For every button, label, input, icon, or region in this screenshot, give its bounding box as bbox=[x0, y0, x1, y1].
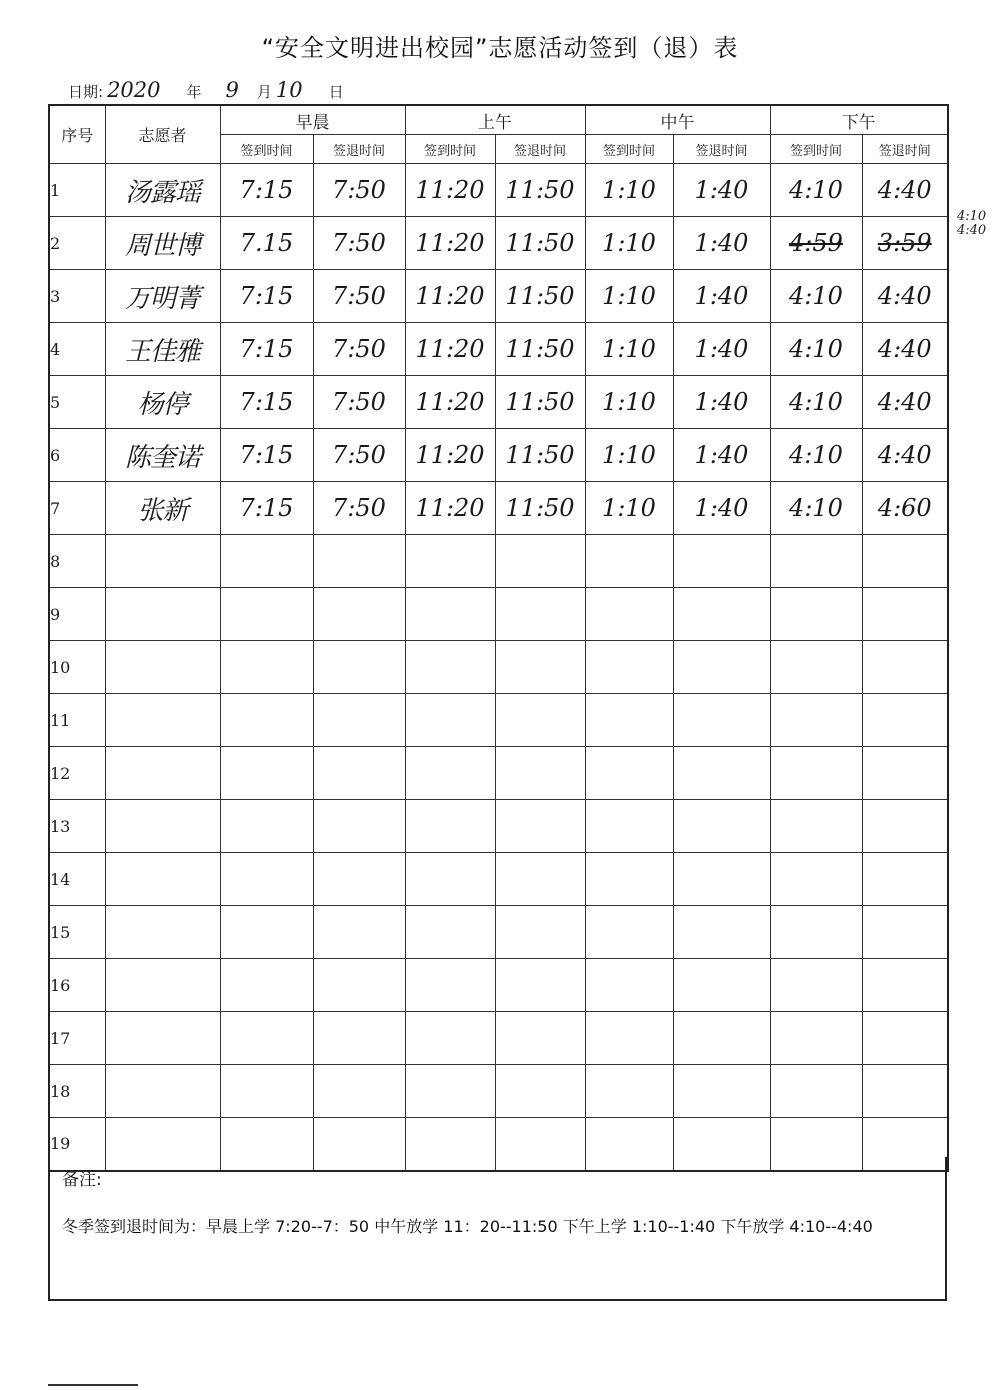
sign-in-time bbox=[220, 641, 313, 694]
time-value: 11:20 bbox=[415, 388, 485, 416]
table-row bbox=[49, 535, 948, 588]
sign-in-time bbox=[585, 217, 673, 270]
sign-out-time bbox=[673, 906, 770, 959]
row-seq: 17 bbox=[49, 1012, 105, 1065]
row-seq: 16 bbox=[49, 959, 105, 1012]
volunteer-name bbox=[105, 959, 220, 1012]
date-label: 日期: bbox=[68, 83, 104, 101]
sign-out-time bbox=[862, 270, 948, 323]
volunteer-name: 王佳雅 bbox=[105, 323, 220, 376]
volunteer-name: 万明菁 bbox=[105, 270, 220, 323]
sign-out-time bbox=[313, 376, 405, 429]
sign-in-time bbox=[220, 535, 313, 588]
sign-out-time bbox=[495, 853, 585, 906]
sign-in-time bbox=[405, 1012, 495, 1065]
date-month: 9 bbox=[225, 78, 239, 102]
header-sign-in: 签到时间 bbox=[405, 135, 495, 164]
sign-out-time bbox=[313, 270, 405, 323]
time-value: 1:40 bbox=[694, 335, 749, 363]
sign-in-time bbox=[585, 959, 673, 1012]
time-value: 7:15 bbox=[239, 176, 294, 204]
sign-out-time bbox=[673, 429, 770, 482]
time-value: 11:50 bbox=[505, 176, 575, 204]
sign-in-time bbox=[585, 1065, 673, 1118]
table-row bbox=[49, 800, 948, 853]
time-value: 7:15 bbox=[239, 441, 294, 469]
time-value: 1:40 bbox=[694, 494, 749, 522]
time-value: 4:40 bbox=[877, 335, 932, 363]
row-seq: 6 bbox=[49, 429, 105, 482]
volunteer-name: 陈奎诺 bbox=[105, 429, 220, 482]
time-value: 1:40 bbox=[694, 176, 749, 204]
time-value: 4:10 bbox=[789, 494, 843, 522]
time-value: 11:20 bbox=[415, 176, 485, 204]
sign-in-time bbox=[585, 429, 673, 482]
sign-out-time bbox=[495, 959, 585, 1012]
header-sign-in: 签到时间 bbox=[770, 135, 862, 164]
header-period-morning: 早晨 bbox=[220, 105, 405, 135]
time-value: 4:59 bbox=[789, 229, 843, 257]
sign-in-time bbox=[770, 535, 862, 588]
header-seq: 序号 bbox=[49, 105, 105, 164]
time-value: 4:10 bbox=[789, 335, 843, 363]
time-value: 7:50 bbox=[332, 388, 386, 416]
sign-out-time bbox=[313, 588, 405, 641]
sign-out-time bbox=[313, 800, 405, 853]
time-value: 4:10 bbox=[789, 282, 843, 310]
time-value: 11:20 bbox=[415, 282, 485, 310]
volunteer-name bbox=[105, 641, 220, 694]
sign-out-time bbox=[862, 906, 948, 959]
time-value: 11:50 bbox=[505, 229, 575, 257]
margin-note: 4:10 4:40 bbox=[957, 209, 987, 238]
sign-in-time bbox=[405, 853, 495, 906]
sign-in-time bbox=[405, 747, 495, 800]
sign-in-time bbox=[220, 270, 313, 323]
sign-out-time bbox=[313, 694, 405, 747]
time-value: 4:40 bbox=[877, 441, 932, 469]
time-value: 1:40 bbox=[694, 229, 749, 257]
table-body bbox=[49, 164, 948, 1171]
sign-out-time bbox=[862, 694, 948, 747]
form-title: “安全文明进出校园”志愿活动签到（退）表 bbox=[261, 34, 739, 62]
table-row bbox=[49, 588, 948, 641]
sign-out-time bbox=[495, 376, 585, 429]
sign-in-time bbox=[585, 641, 673, 694]
sign-in-time bbox=[585, 800, 673, 853]
table-row bbox=[49, 906, 948, 959]
table-row bbox=[49, 694, 948, 747]
sign-out-time bbox=[673, 1012, 770, 1065]
row-seq: 10 bbox=[49, 641, 105, 694]
time-value: 7:50 bbox=[332, 494, 386, 522]
sign-out-time bbox=[495, 164, 585, 217]
sign-in-time bbox=[585, 323, 673, 376]
time-value: 7.15 bbox=[239, 229, 294, 257]
volunteer-name: 张新 bbox=[105, 482, 220, 535]
table-row bbox=[49, 853, 948, 906]
sign-in-time bbox=[405, 270, 495, 323]
row-seq: 15 bbox=[49, 906, 105, 959]
sign-in-time bbox=[405, 535, 495, 588]
row-seq: 5 bbox=[49, 376, 105, 429]
time-value: 7:15 bbox=[239, 282, 294, 310]
header-sign-in: 签到时间 bbox=[585, 135, 673, 164]
time-value: 1:40 bbox=[694, 388, 749, 416]
time-value: 4:10 bbox=[789, 441, 843, 469]
sign-out-time bbox=[862, 323, 948, 376]
volunteer-name bbox=[105, 747, 220, 800]
table-row bbox=[49, 429, 948, 482]
sign-out-time bbox=[862, 641, 948, 694]
sign-out-time bbox=[673, 1065, 770, 1118]
sign-in-time bbox=[405, 641, 495, 694]
row-seq: 8 bbox=[49, 535, 105, 588]
table-row bbox=[49, 323, 948, 376]
sign-in-time bbox=[220, 429, 313, 482]
sign-in-time bbox=[405, 482, 495, 535]
sign-out-time bbox=[673, 588, 770, 641]
time-value: 3:59 bbox=[877, 229, 932, 257]
sign-in-time bbox=[405, 906, 495, 959]
header-sign-out: 签退时间 bbox=[495, 135, 585, 164]
row-seq: 19 bbox=[49, 1118, 105, 1171]
row-seq: 9 bbox=[49, 588, 105, 641]
sign-in-time bbox=[770, 959, 862, 1012]
sign-out-time bbox=[862, 1012, 948, 1065]
sign-in-time bbox=[770, 1065, 862, 1118]
time-value: 11:20 bbox=[415, 229, 485, 257]
sign-in-time bbox=[585, 535, 673, 588]
table-row bbox=[49, 1065, 948, 1118]
sign-in-time bbox=[405, 164, 495, 217]
notes-section bbox=[48, 1157, 947, 1301]
volunteer-name: 杨停 bbox=[105, 376, 220, 429]
row-seq: 7 bbox=[49, 482, 105, 535]
sign-in-time bbox=[405, 376, 495, 429]
table-row bbox=[49, 217, 948, 270]
sign-in-time bbox=[220, 747, 313, 800]
sign-out-time bbox=[313, 1012, 405, 1065]
sign-in-table bbox=[48, 104, 949, 1172]
sign-in-time bbox=[220, 959, 313, 1012]
table-row bbox=[49, 747, 948, 800]
sign-out-time bbox=[862, 482, 948, 535]
sign-out-time bbox=[862, 1065, 948, 1118]
volunteer-name: 周世博 bbox=[105, 217, 220, 270]
sign-in-time bbox=[585, 164, 673, 217]
time-value: 4:40 bbox=[877, 388, 932, 416]
sign-in-time bbox=[770, 164, 862, 217]
time-value: 7:50 bbox=[332, 176, 386, 204]
volunteer-name bbox=[105, 1065, 220, 1118]
sign-out-time bbox=[673, 164, 770, 217]
sign-out-time bbox=[313, 641, 405, 694]
notes-label: 备注: bbox=[62, 1170, 102, 1190]
sign-out-time bbox=[673, 959, 770, 1012]
sign-in-time bbox=[770, 482, 862, 535]
header-sign-out: 签退时间 bbox=[673, 135, 770, 164]
volunteer-name bbox=[105, 694, 220, 747]
time-value: 7:50 bbox=[332, 282, 386, 310]
sign-out-time bbox=[862, 535, 948, 588]
sign-in-time bbox=[585, 747, 673, 800]
sign-out-time bbox=[313, 482, 405, 535]
time-value: 4:10 bbox=[789, 176, 843, 204]
sign-in-time bbox=[770, 694, 862, 747]
header-sign-out: 签退时间 bbox=[862, 135, 948, 164]
sign-out-time bbox=[862, 217, 948, 270]
table-row bbox=[49, 1012, 948, 1065]
time-value: 1:10 bbox=[602, 335, 656, 363]
sign-out-time bbox=[673, 323, 770, 376]
time-value: 11:50 bbox=[505, 282, 575, 310]
sign-in-time bbox=[585, 376, 673, 429]
sign-in-time bbox=[405, 1065, 495, 1118]
volunteer-name bbox=[105, 1012, 220, 1065]
time-value: 4:60 bbox=[877, 494, 932, 522]
table-row bbox=[49, 641, 948, 694]
sign-in-time bbox=[770, 376, 862, 429]
sign-out-time bbox=[673, 217, 770, 270]
row-seq: 3 bbox=[49, 270, 105, 323]
time-value: 1:10 bbox=[602, 229, 656, 257]
header-period-afternoon: 下午 bbox=[770, 105, 948, 135]
sign-out-time bbox=[673, 641, 770, 694]
time-value: 4:40 bbox=[877, 282, 932, 310]
row-seq: 12 bbox=[49, 747, 105, 800]
sign-out-time bbox=[862, 429, 948, 482]
sign-out-time bbox=[313, 747, 405, 800]
sign-in-time bbox=[770, 217, 862, 270]
sign-out-time bbox=[673, 800, 770, 853]
sign-out-time bbox=[495, 323, 585, 376]
sign-in-time bbox=[405, 217, 495, 270]
header-sign-out: 签退时间 bbox=[313, 135, 405, 164]
sign-out-time bbox=[673, 535, 770, 588]
time-value: 4:10 bbox=[789, 388, 843, 416]
time-value: 11:50 bbox=[505, 441, 575, 469]
time-value: 1:10 bbox=[602, 388, 656, 416]
sign-in-time bbox=[405, 588, 495, 641]
sign-out-time bbox=[495, 800, 585, 853]
sign-out-time bbox=[313, 906, 405, 959]
year-label: 年 bbox=[186, 83, 202, 101]
row-seq: 18 bbox=[49, 1065, 105, 1118]
time-value: 11:50 bbox=[505, 388, 575, 416]
header-sign-in: 签到时间 bbox=[220, 135, 313, 164]
sign-out-time bbox=[862, 959, 948, 1012]
sign-out-time bbox=[862, 747, 948, 800]
time-value: 1:10 bbox=[602, 282, 656, 310]
sign-in-time bbox=[405, 429, 495, 482]
sign-in-time bbox=[585, 906, 673, 959]
sign-in-time bbox=[770, 800, 862, 853]
time-value: 7:50 bbox=[332, 335, 386, 363]
header-period-noon: 中午 bbox=[585, 105, 770, 135]
sign-in-time bbox=[405, 694, 495, 747]
sign-in-time bbox=[220, 853, 313, 906]
sign-out-time bbox=[313, 959, 405, 1012]
volunteer-name bbox=[105, 535, 220, 588]
volunteer-name bbox=[105, 588, 220, 641]
sign-in-time bbox=[585, 482, 673, 535]
time-value: 1:10 bbox=[602, 176, 656, 204]
sign-out-time bbox=[862, 588, 948, 641]
sign-out-time bbox=[495, 482, 585, 535]
sign-out-time bbox=[673, 747, 770, 800]
sign-out-time bbox=[313, 323, 405, 376]
sign-out-time bbox=[495, 270, 585, 323]
sign-in-time bbox=[585, 853, 673, 906]
row-seq: 1 bbox=[49, 164, 105, 217]
sign-out-time bbox=[862, 376, 948, 429]
sign-in-time bbox=[220, 694, 313, 747]
day-label: 日 bbox=[328, 83, 344, 101]
sign-in-time bbox=[585, 694, 673, 747]
sign-in-time bbox=[220, 588, 313, 641]
time-value: 1:40 bbox=[694, 441, 749, 469]
sign-out-time bbox=[495, 694, 585, 747]
table-row bbox=[49, 376, 948, 429]
time-value: 7:50 bbox=[332, 229, 386, 257]
time-value: 11:50 bbox=[505, 494, 575, 522]
sign-out-time bbox=[673, 376, 770, 429]
sign-in-time bbox=[220, 1065, 313, 1118]
sign-in-time bbox=[220, 164, 313, 217]
time-value: 7:50 bbox=[332, 441, 386, 469]
sign-in-time bbox=[405, 323, 495, 376]
header-period-forenoon: 上午 bbox=[405, 105, 585, 135]
sign-out-time bbox=[313, 164, 405, 217]
sign-out-time bbox=[673, 694, 770, 747]
sign-in-time bbox=[585, 270, 673, 323]
time-value: 7:15 bbox=[239, 494, 294, 522]
sign-in-time bbox=[585, 588, 673, 641]
sign-out-time bbox=[313, 853, 405, 906]
sign-out-time bbox=[673, 853, 770, 906]
sign-out-time bbox=[313, 1065, 405, 1118]
table-row bbox=[49, 482, 948, 535]
sign-out-time bbox=[862, 164, 948, 217]
date-line bbox=[68, 78, 348, 102]
row-seq: 4 bbox=[49, 323, 105, 376]
time-value: 7:15 bbox=[239, 335, 294, 363]
sign-out-time bbox=[862, 853, 948, 906]
time-value: 4:40 bbox=[877, 176, 932, 204]
row-seq: 11 bbox=[49, 694, 105, 747]
sign-in-time bbox=[770, 270, 862, 323]
row-seq: 14 bbox=[49, 853, 105, 906]
time-value: 11:20 bbox=[415, 441, 485, 469]
sign-out-time bbox=[313, 535, 405, 588]
sign-out-time bbox=[313, 217, 405, 270]
sign-out-time bbox=[495, 906, 585, 959]
row-seq: 2 bbox=[49, 217, 105, 270]
sign-in-time bbox=[770, 588, 862, 641]
sign-in-time bbox=[220, 323, 313, 376]
sign-out-time bbox=[495, 217, 585, 270]
sign-in-time bbox=[770, 906, 862, 959]
time-value: 7:15 bbox=[239, 388, 294, 416]
table-row bbox=[49, 164, 948, 217]
sign-out-time bbox=[862, 800, 948, 853]
sign-out-time bbox=[495, 1065, 585, 1118]
divider bbox=[48, 1384, 138, 1386]
volunteer-name bbox=[105, 800, 220, 853]
volunteer-name: 汤露瑶 bbox=[105, 164, 220, 217]
notes-text: 冬季签到退时间为：早晨上学 7:20--7：50 中午放学 11：20--11:50 下午上学 1:10--1:40 下午放学 4:10--4:40 bbox=[62, 1217, 873, 1236]
sign-out-time bbox=[495, 747, 585, 800]
sign-out-time bbox=[495, 641, 585, 694]
sign-in-time bbox=[220, 1012, 313, 1065]
sign-out-time bbox=[495, 429, 585, 482]
sign-in-time bbox=[220, 376, 313, 429]
sign-in-time bbox=[220, 217, 313, 270]
time-value: 11:50 bbox=[505, 335, 575, 363]
volunteer-name bbox=[105, 906, 220, 959]
sign-out-time bbox=[313, 429, 405, 482]
time-value: 11:20 bbox=[415, 335, 485, 363]
sign-in-time bbox=[770, 323, 862, 376]
time-value: 1:10 bbox=[602, 441, 656, 469]
table-row bbox=[49, 270, 948, 323]
sign-in-time bbox=[770, 641, 862, 694]
sign-out-time bbox=[495, 588, 585, 641]
date-year: 2020 bbox=[107, 78, 161, 102]
sign-in-time bbox=[770, 429, 862, 482]
month-label: 月 bbox=[256, 83, 272, 101]
header-volunteer: 志愿者 bbox=[105, 105, 220, 164]
sign-in-time bbox=[770, 1012, 862, 1065]
volunteer-name bbox=[105, 853, 220, 906]
time-value: 1:10 bbox=[602, 494, 656, 522]
sign-in-time bbox=[770, 853, 862, 906]
table-row bbox=[49, 959, 948, 1012]
time-value: 11:20 bbox=[415, 494, 485, 522]
row-seq: 13 bbox=[49, 800, 105, 853]
sign-in-time bbox=[220, 906, 313, 959]
sign-in-time bbox=[585, 1012, 673, 1065]
sign-in-time bbox=[220, 482, 313, 535]
sign-in-time bbox=[405, 800, 495, 853]
sign-out-time bbox=[495, 535, 585, 588]
sign-in-time bbox=[405, 959, 495, 1012]
time-value: 1:40 bbox=[694, 282, 749, 310]
date-day: 10 bbox=[275, 78, 303, 102]
sign-in-time bbox=[220, 800, 313, 853]
sign-out-time bbox=[673, 482, 770, 535]
sign-in-time bbox=[770, 747, 862, 800]
sign-out-time bbox=[495, 1012, 585, 1065]
sign-out-time bbox=[673, 270, 770, 323]
